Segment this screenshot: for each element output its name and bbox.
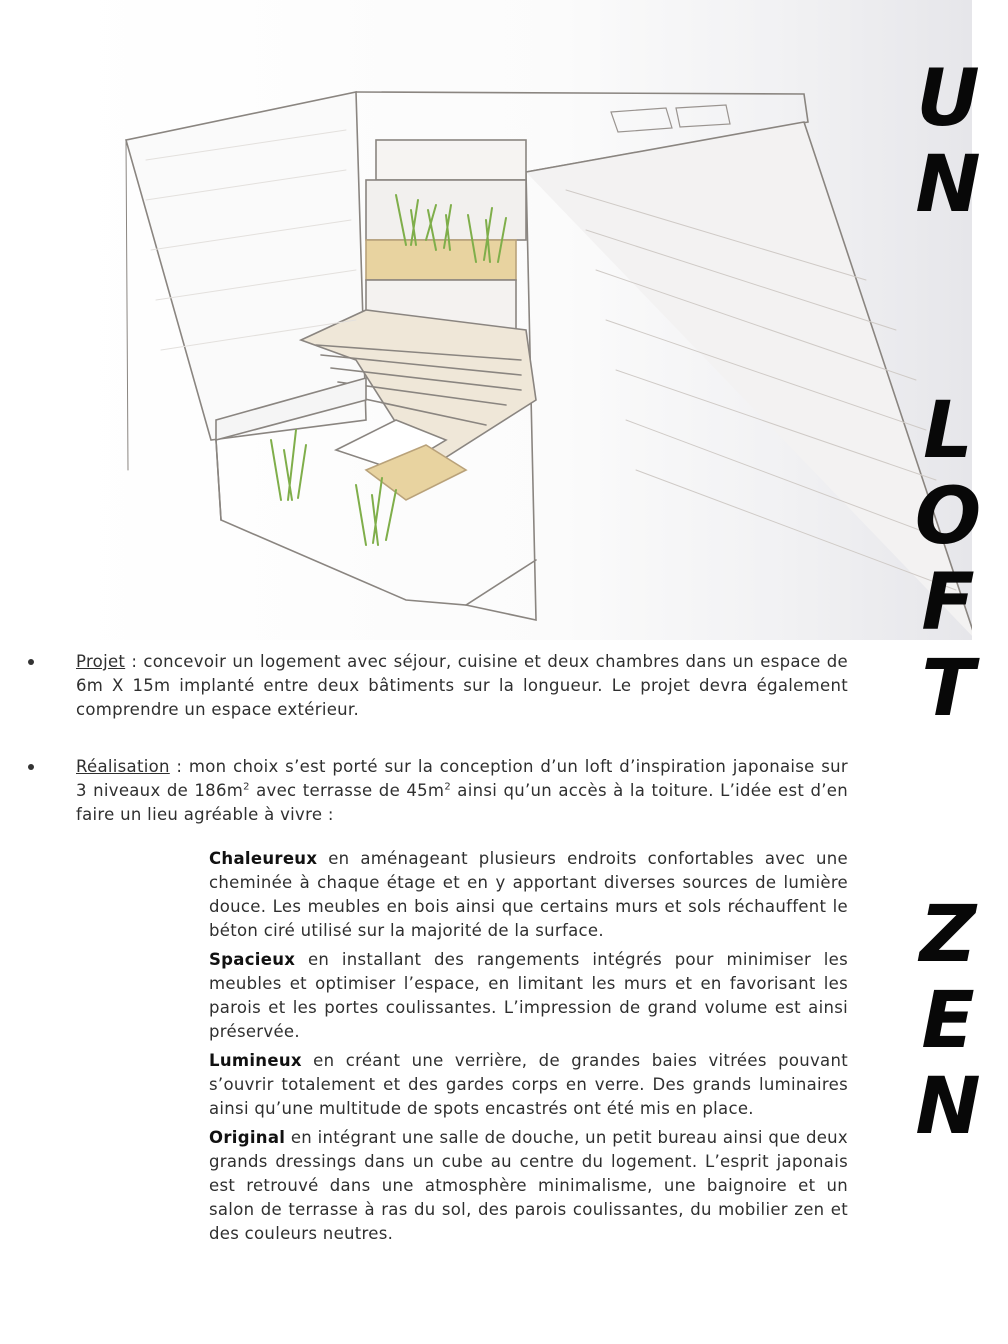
bullet-icon (28, 764, 34, 770)
realisation-text-1: : mon choix s’est porté sur la conception d’un loft d’inspiration japonaise sur 3 niveaux de 186m (76, 757, 848, 800)
realisation-text-3: ainsi qu’un accès à la toiture. L’idée est d’en faire un lieu agréable à vivre : (76, 781, 848, 824)
projet-label: Projet (76, 652, 126, 671)
title-letter: E (921, 976, 975, 1066)
realisation-label: Réalisation (76, 757, 170, 776)
realisation-text-2: avec terrasse de 45m (249, 781, 445, 800)
title-letter: N (915, 140, 981, 230)
bullet-icon (28, 659, 34, 665)
sketch-svg (66, 0, 972, 640)
title-letter: U (916, 54, 980, 144)
quality-head: Chaleureux (209, 849, 318, 868)
quality-chaleureux (209, 847, 848, 943)
realisation-bullet (28, 755, 848, 1246)
quality-text: en aménageant plusieurs endroits confortables avec une cheminée à chaque étage et en y apportant diverses sources de lumière douce. Les meubles en bois ainsi que certains murs et sols réchauffent le béton ciré utilisé sur la majorité de la surface. (209, 849, 848, 940)
superscript: 2 (444, 781, 451, 793)
superscript: 2 (243, 781, 250, 793)
title-letter: Z (919, 890, 977, 980)
quality-original (209, 1126, 848, 1246)
vertical-title-un-loft-zen (908, 54, 988, 1210)
title-letter: N (915, 1062, 981, 1152)
title-letter: F (921, 558, 975, 648)
qualities-list (209, 847, 848, 1246)
quality-head: Lumineux (209, 1051, 302, 1070)
quality-head: Spacieux (209, 950, 296, 969)
quality-text: en créant une verrière, de grandes baies vitrées pouvant s’ouvrir totalement et des gardes corps en verre. Des grands luminaires ainsi qu’une multitude de spots encastrés ont été mis en place. (209, 1051, 848, 1118)
quality-lumineux (209, 1049, 848, 1121)
quality-head: Original (209, 1128, 286, 1147)
title-letter: T (921, 644, 975, 734)
quality-text: en intégrant une salle de douche, un petit bureau ainsi que deux grands dressings dans un cube au centre du logement. L’esprit japonais est retrouvé dans une atmosphère minimalisme, une baignoire et un salon de terrasse à ras du sol, des parois coulissantes, du mobilier zen et des couleurs neutres. (209, 1128, 848, 1243)
title-letter: O (914, 472, 982, 562)
quality-spacieux (209, 948, 848, 1044)
loft-sketch-drawing (66, 0, 972, 640)
title-letter: L (923, 386, 973, 476)
description-text (28, 650, 848, 1279)
quality-text: en installant des rangements intégrés pour minimiser les meubles et optimiser l’espace, en limitant les murs et en favorisant les parois et les portes coulissantes. L’impression de grand volume est ainsi préservée. (209, 950, 848, 1041)
projet-text: : concevoir un logement avec séjour, cuisine et deux chambres dans un espace de 6m X 15m implanté entre deux bâtiments sur la longueur. Le projet devra également comprendre un espace extérieur. (76, 652, 848, 719)
projet-bullet (28, 650, 848, 722)
